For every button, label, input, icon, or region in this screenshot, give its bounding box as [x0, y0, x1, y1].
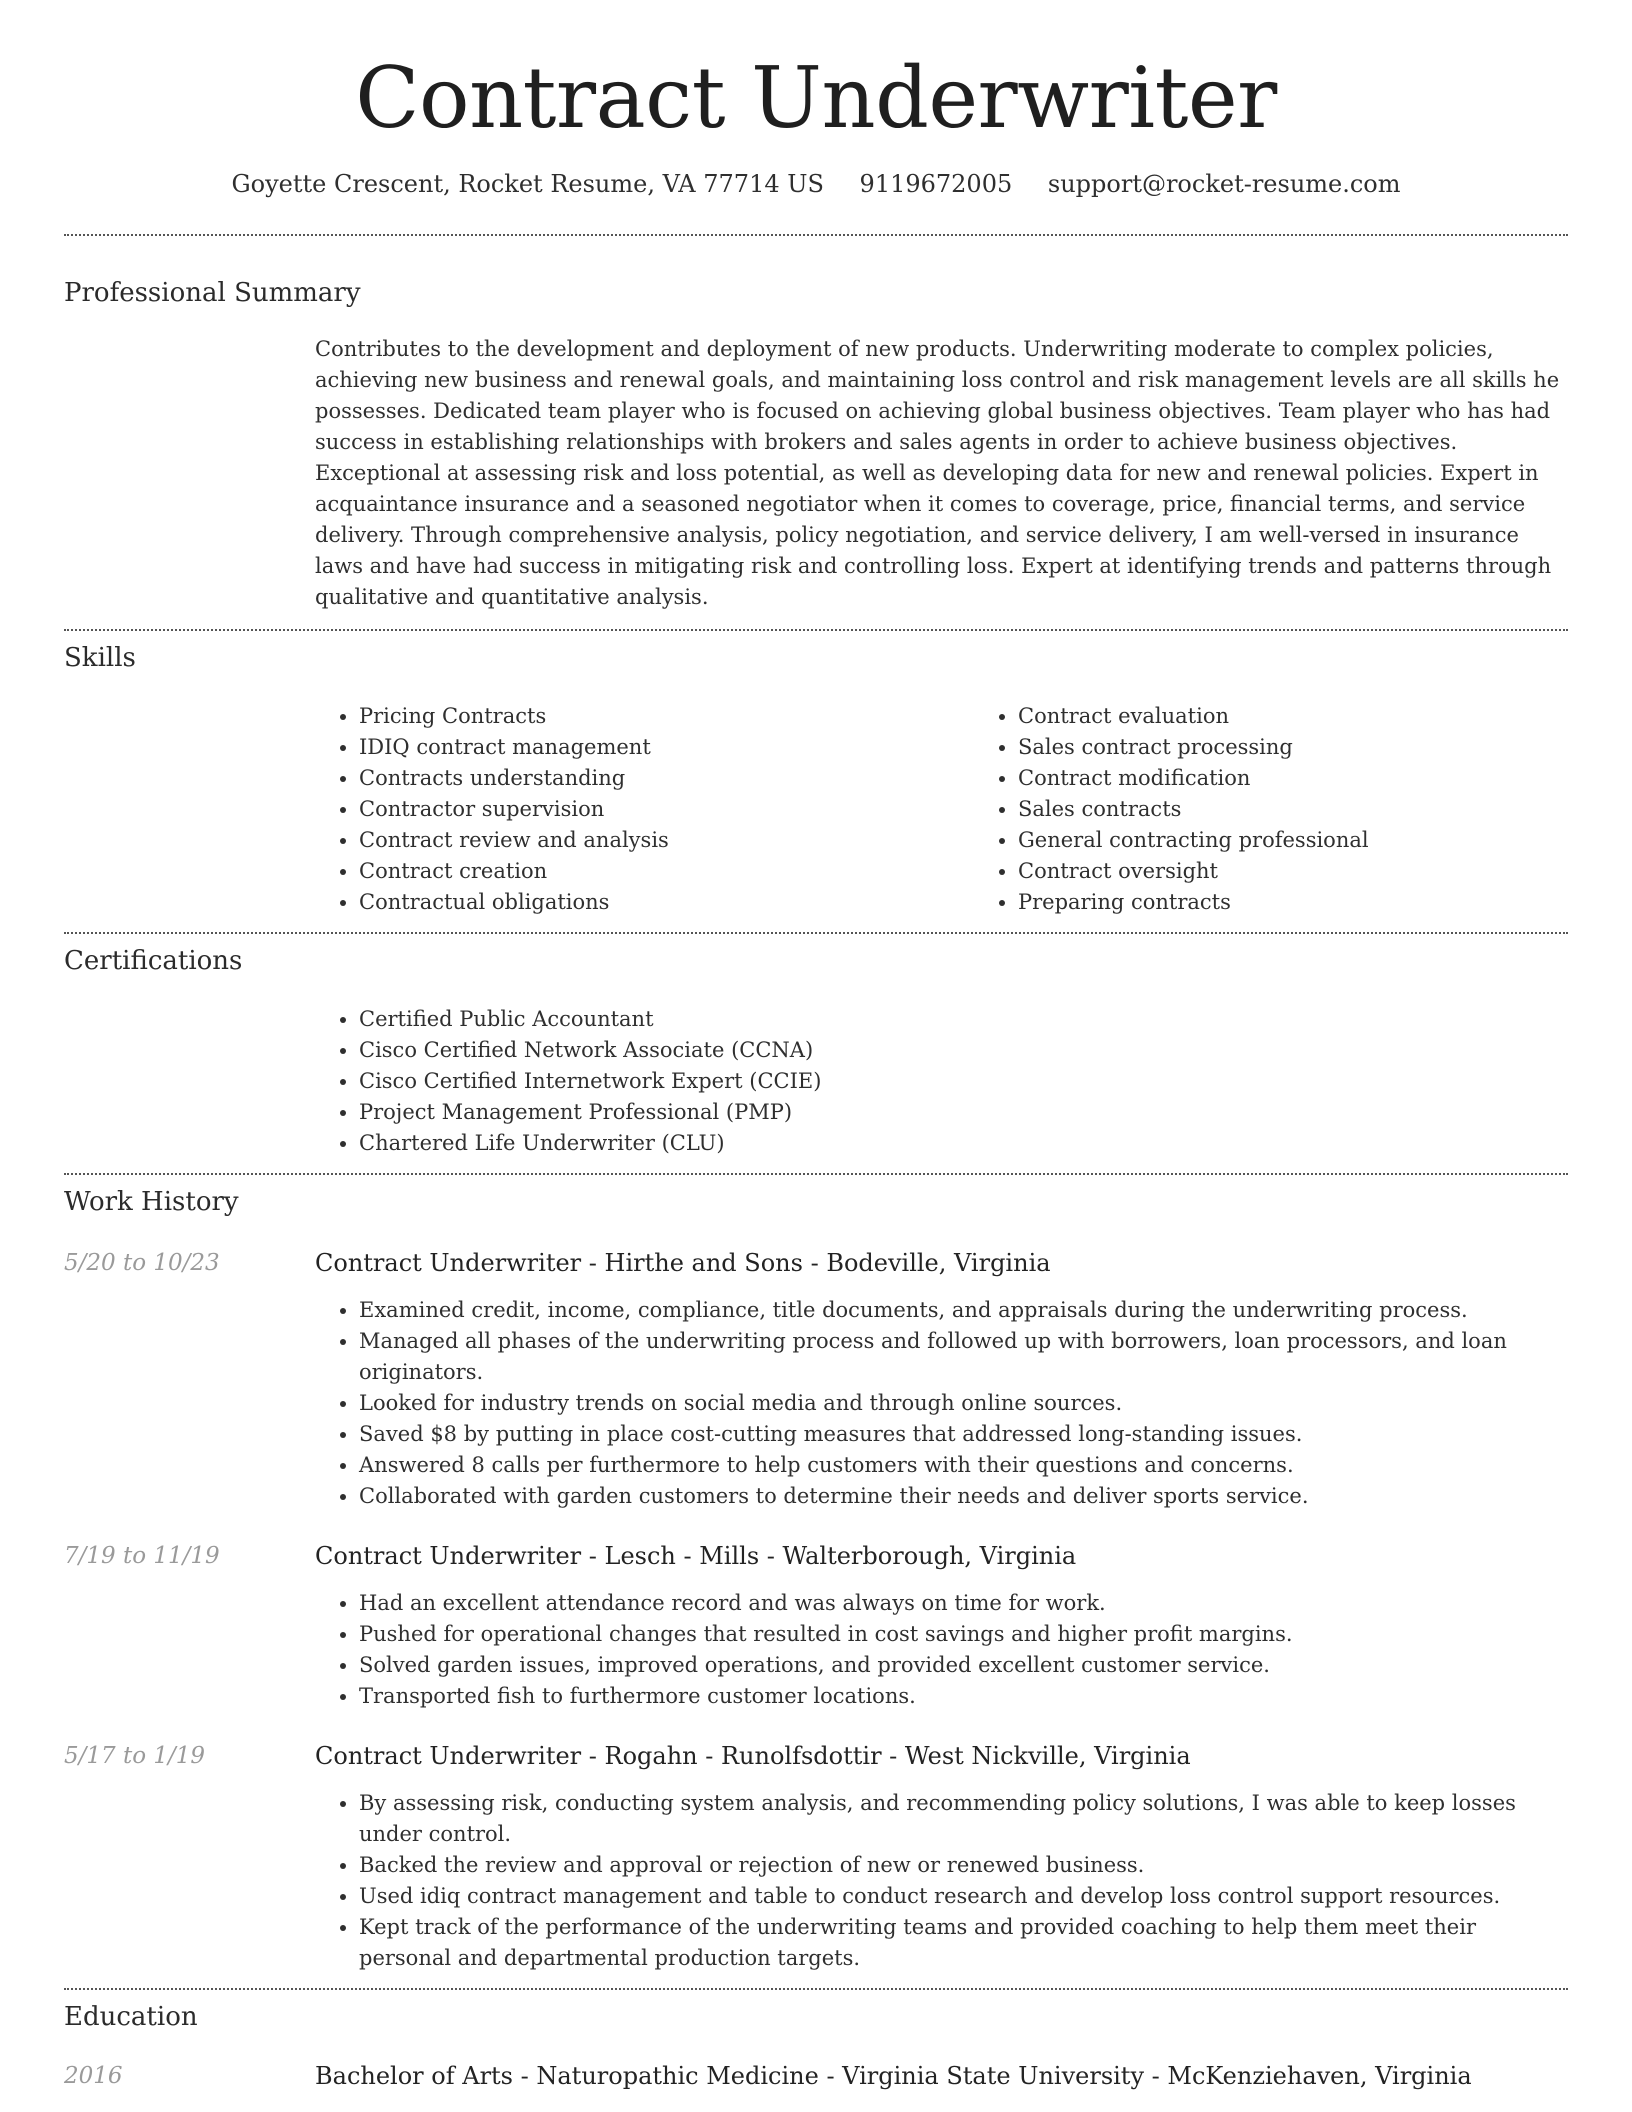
job-date: 7/19 to 11/19 — [64, 1543, 220, 1570]
job-details — [315, 1540, 1568, 1712]
summary-text: Contributes to the development and deployment of new products. Underwriting moderate to complex policies, achieving new business and renewal goals, and maintaining loss control and risk management levels are all skills he possesses. Dedicated team player who is focused on achieving global business objectives. Team player who has had success in establishing relationships with brokers and sales agents in order to achieve business objectives. Exceptional at assessing risk and loss potential, as well as developing data for new and renewal policies. Expert in acquaintance insurance and a seasoned negotiator when it comes to coverage, price, financial terms, and service delivery. Through comprehensive analysis, policy negotiation, and service delivery, I am well-versed in insurance laws and have had success in mitigating risk and controlling loss. Expert at identifying trends and patterns through qualitative and quantitative analysis. — [315, 337, 1560, 610]
section-title: Work History — [64, 1187, 239, 1218]
section-title: Skills — [64, 643, 136, 674]
list-item: • Looked for industry trends on social media and through online sources. — [359, 1388, 1568, 1419]
list-item: • Sales contract processing — [1018, 732, 1578, 763]
list-item: • Examined credit, income, compliance, title documents, and appraisals during the underwriting process. — [359, 1295, 1568, 1326]
list-item: • Pricing Contracts — [359, 701, 974, 732]
list-item: • Project Management Professional (PMP) — [359, 1097, 1568, 1128]
job-details — [315, 1247, 1568, 1512]
job-entry — [64, 1247, 1568, 1512]
education-entry — [64, 2060, 1568, 2092]
certifications-section — [64, 934, 1568, 1173]
list-item: • Kept track of the performance of the underwriting teams and provided coaching to help them meet their personal and departmental production targets. — [359, 1912, 1568, 1974]
job-date: 5/20 to 10/23 — [64, 1250, 220, 1277]
section-title: Education — [64, 2002, 198, 2033]
job-details — [315, 1740, 1568, 1974]
professional-summary-section — [64, 236, 1568, 629]
list-item: • Chartered Life Underwriter (CLU) — [359, 1128, 1568, 1159]
list-item: • IDIQ contract management — [359, 732, 974, 763]
list-item: • By assessing risk, conducting system analysis, and recommending policy solutions, I was able to keep losses under control. — [359, 1788, 1568, 1850]
contact-address: Goyette Crescent, Rocket Resume, VA 77714 US — [231, 170, 824, 199]
skills-list-left — [315, 701, 974, 918]
list-item: • Pushed for operational changes that resulted in cost savings and higher profit margins. — [359, 1619, 1568, 1650]
certifications-list — [315, 1004, 1568, 1159]
list-item: • Backed the review and approval or rejection of new or renewed business. — [359, 1850, 1568, 1881]
contact-line — [64, 170, 1568, 198]
list-item: • Managed all phases of the underwriting process and followed up with borrowers, loan processors, and loan originators. — [359, 1326, 1568, 1388]
job-entry — [64, 1540, 1568, 1712]
list-item: • Contracts understanding — [359, 763, 974, 794]
list-item: • Contract oversight — [1018, 856, 1578, 887]
job-bullets — [315, 1588, 1568, 1712]
list-item: • Contract evaluation — [1018, 701, 1578, 732]
candidate-name: Contract Underwriter — [355, 49, 1277, 147]
list-item: • Answered 8 calls per furthermore to help customers with their questions and concerns. — [359, 1450, 1568, 1481]
list-item: • Preparing contracts — [1018, 887, 1578, 918]
job-title: Contract Underwriter - Lesch - Mills - Walterborough, Virginia — [315, 1542, 1077, 1571]
list-item: • Saved $8 by putting in place cost-cutting measures that addressed long-standing issues. — [359, 1419, 1568, 1450]
job-title: Contract Underwriter - Rogahn - Runolfsdottir - West Nickville, Virginia — [315, 1742, 1191, 1771]
list-item: • Transported fish to furthermore customer locations. — [359, 1681, 1568, 1712]
list-item: • Cisco Certified Network Associate (CCNA) — [359, 1035, 1568, 1066]
list-item: • Certified Public Accountant — [359, 1004, 1568, 1035]
job-date: 5/17 to 1/19 — [64, 1743, 206, 1770]
list-item: • Solved garden issues, improved operations, and provided excellent customer service. — [359, 1650, 1568, 1681]
education-degree: Bachelor of Arts - Naturopathic Medicine - Virginia State University - McKenziehaven, Virginia — [315, 2062, 1472, 2091]
list-item: • Collaborated with garden customers to determine their needs and deliver sports service. — [359, 1481, 1568, 1512]
list-item: • Contract review and analysis — [359, 825, 974, 856]
job-entry — [64, 1740, 1568, 1974]
job-title: Contract Underwriter - Hirthe and Sons - Bodeville, Virginia — [315, 1249, 1051, 1278]
work-history-section — [64, 1175, 1568, 1988]
skills-list-right — [974, 701, 1578, 918]
skills-columns — [315, 701, 1568, 918]
list-item: • Contractual obligations — [359, 887, 974, 918]
list-item: • Contractor supervision — [359, 794, 974, 825]
section-title: Certifications — [64, 946, 243, 977]
list-item: • Used idiq contract management and table to conduct research and develop loss control support resources. — [359, 1881, 1568, 1912]
list-item: • Contract modification — [1018, 763, 1578, 794]
education-section — [64, 1990, 1568, 2106]
contact-phone: 9119672005 — [859, 170, 1013, 199]
list-item: • General contracting professional — [1018, 825, 1578, 856]
list-item: • Had an excellent attendance record and was always on time for work. — [359, 1588, 1568, 1619]
skills-section — [64, 631, 1568, 932]
list-item: • Cisco Certified Internetwork Expert (CCIE) — [359, 1066, 1568, 1097]
education-date: 2016 — [64, 2063, 123, 2090]
section-title: Professional Summary — [64, 278, 361, 309]
contact-email[interactable]: support@rocket-resume.com — [1047, 170, 1401, 199]
certifications-container — [315, 1004, 1568, 1159]
job-bullets — [315, 1788, 1568, 1974]
list-item: • Sales contracts — [1018, 794, 1578, 825]
job-bullets — [315, 1295, 1568, 1512]
list-item: • Contract creation — [359, 856, 974, 887]
